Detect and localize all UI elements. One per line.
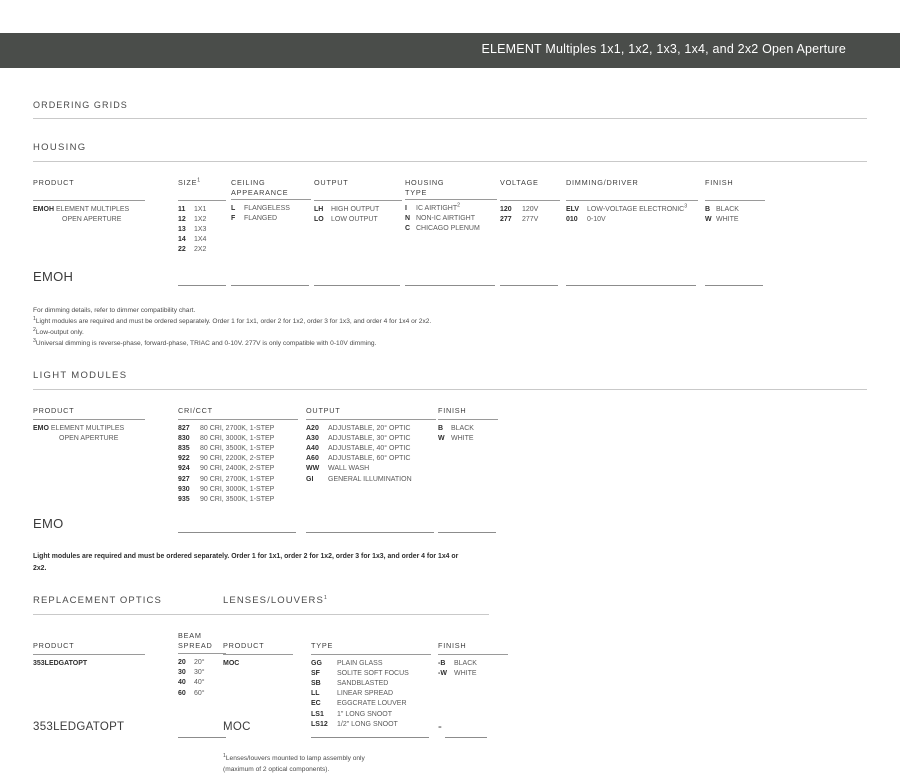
entry-blank-output[interactable] [314, 269, 400, 286]
footnote-mark: 2 [33, 326, 36, 333]
entry-blank-size[interactable] [178, 269, 226, 286]
option-row[interactable] [314, 205, 402, 215]
option-row[interactable] [438, 424, 498, 434]
housing-column-dimming-driver [566, 178, 698, 225]
option-desc: EGGCRATE LOUVER [337, 700, 407, 708]
column-divider [178, 419, 298, 420]
note-line [33, 327, 867, 338]
column-divider [33, 200, 145, 201]
column-divider [33, 419, 145, 420]
option-row[interactable] [306, 464, 436, 474]
option-row[interactable] [311, 669, 431, 679]
housing-heading: HOUSING [33, 142, 87, 153]
option-desc: NON-IC AIRTIGHT [416, 215, 475, 223]
column-header: VOLTAGE [500, 178, 539, 187]
housing-column-voltage [500, 178, 560, 225]
option-row [33, 434, 145, 444]
light-modules-grid [33, 406, 867, 502]
option-desc: WHITE [454, 669, 477, 677]
housing-column-ceiling-appearance [231, 178, 311, 224]
option-desc: IC AIRTIGHT [416, 205, 458, 212]
option-row[interactable] [311, 699, 431, 709]
option-desc: ELEMENT MULTIPLES [50, 424, 125, 432]
entry-blank-finish[interactable] [438, 516, 496, 533]
option-row[interactable] [405, 204, 497, 214]
note-text: Light modules are required and must be ordered separately. Order 1 for 1x1, order 2 for 1x2, order 3 for 1x3, and order 4 for 1x4 or 2x2. [35, 318, 432, 325]
lenses-louvers-grid [223, 631, 543, 728]
note-line [223, 753, 365, 764]
option-code: N [405, 215, 411, 223]
option-desc: WALL WASH [328, 465, 370, 473]
option-desc: OPEN APERTURE [62, 215, 122, 223]
entry-blank-ceiling[interactable] [231, 269, 309, 286]
column-header: CEILING APPEARANCE [231, 178, 289, 197]
ro-column-beam-spread [178, 631, 226, 699]
option-desc: FLANGELESS [244, 205, 290, 212]
option-desc: ADJUSTABLE, 30° OPTIC [328, 434, 411, 442]
column-divider [566, 200, 698, 201]
option-row[interactable] [223, 659, 293, 669]
option-row[interactable] [306, 454, 436, 464]
column-header: FINISH [705, 178, 734, 187]
divider [33, 389, 867, 390]
option-row[interactable] [311, 689, 431, 699]
option-row[interactable] [178, 235, 226, 245]
option-code: LL [311, 690, 320, 698]
option-desc: ADJUSTABLE, 20° OPTIC [328, 424, 411, 432]
option-desc: LINEAR SPREAD [337, 690, 394, 698]
option-code: WW [306, 465, 320, 473]
option-desc: 1X2 [194, 215, 207, 223]
column-header: OUTPUT [306, 406, 341, 415]
option-desc: ELEMENT MULTIPLES [55, 205, 130, 213]
option-desc: 80 CRI, 3000K, 1-STEP [200, 434, 275, 442]
housing-column-housing-type [405, 178, 497, 235]
column-divider [438, 419, 498, 420]
column-divider [705, 200, 765, 201]
option-code: 40 [178, 679, 186, 687]
option-code: -W [438, 669, 447, 677]
optics-lenses-section [33, 594, 867, 728]
option-row[interactable] [33, 659, 145, 669]
option-row[interactable] [500, 205, 560, 215]
option-row[interactable] [231, 214, 311, 224]
option-row[interactable] [311, 659, 431, 669]
column-header: BEAM SPREAD [178, 631, 213, 650]
option-code: 927 [178, 475, 190, 483]
option-row[interactable] [306, 434, 436, 444]
divider [33, 614, 223, 615]
option-row[interactable] [566, 205, 698, 215]
option-row[interactable] [178, 475, 298, 485]
divider [33, 118, 867, 119]
footnote-ref: 3 [684, 203, 688, 210]
option-code: I [405, 205, 407, 212]
option-code: F [231, 215, 236, 223]
entry-blank-voltage[interactable] [500, 269, 558, 286]
ro-column-product [33, 631, 145, 669]
lm-column-cri-cct [178, 406, 298, 505]
column-divider [231, 199, 311, 200]
column-header: TYPE [311, 641, 334, 650]
option-code: 60 [178, 689, 186, 697]
option-desc: 1/2" LONG SNOOT [337, 720, 398, 728]
option-row[interactable] [33, 205, 145, 215]
option-row[interactable] [178, 464, 298, 474]
option-code: -B [438, 659, 446, 667]
column-header: FINISH [438, 406, 467, 415]
option-row[interactable] [178, 495, 298, 505]
note-line: For dimming details, refer to dimmer compatibility chart. [33, 307, 196, 314]
column-divider [33, 654, 145, 655]
optics-entry-label: 353LEDGATOPT [33, 721, 125, 733]
option-desc: 80 CRI, 2700K, 1-STEP [200, 424, 275, 432]
option-row[interactable] [306, 444, 436, 454]
option-row[interactable] [178, 215, 226, 225]
option-code: LH [314, 205, 324, 213]
option-desc: 90 CRI, 3500K, 1-STEP [200, 495, 275, 503]
option-code: W [438, 434, 445, 442]
option-row[interactable] [178, 485, 298, 495]
ll-column-type [311, 631, 431, 730]
option-code: A30 [306, 434, 319, 442]
entry-blank-cri-cct[interactable] [178, 516, 296, 533]
option-desc: ADJUSTABLE, 40° OPTIC [328, 444, 411, 452]
option-desc: ADJUSTABLE, 60° OPTIC [328, 455, 411, 463]
column-header-text: SIZE [178, 178, 198, 187]
entry-blank-beam-spread[interactable] [178, 721, 226, 738]
option-code: B [438, 424, 444, 432]
option-code: 30 [178, 669, 186, 677]
column-divider [311, 654, 431, 655]
option-desc: CHICAGO PLENUM [416, 225, 480, 233]
option-desc: BLACK [454, 659, 477, 667]
document-body [33, 100, 867, 773]
option-desc: WHITE [716, 215, 739, 223]
option-code: 14 [178, 236, 186, 244]
column-header [178, 178, 226, 188]
housing-column-product [33, 178, 145, 225]
footnote-mark: 1 [223, 752, 226, 759]
option-code: A60 [306, 455, 319, 463]
option-code: SB [311, 679, 321, 687]
light-modules-entry-row [33, 516, 867, 542]
note-text: Lenses/louvers mounted to lamp assembly only [225, 755, 365, 762]
entry-blank-type[interactable] [311, 721, 429, 738]
option-desc: 60° [194, 689, 205, 697]
option-code: 20 [178, 659, 186, 666]
column-divider [405, 199, 497, 200]
option-row[interactable] [178, 205, 226, 215]
option-code: ELV [566, 205, 580, 213]
footnote-ref: 1 [323, 594, 328, 601]
option-row[interactable] [178, 424, 298, 434]
column-header: PRODUCT [33, 406, 75, 415]
option-row[interactable] [311, 710, 431, 720]
option-row[interactable] [231, 204, 311, 214]
option-row[interactable] [438, 434, 498, 444]
column-divider [178, 653, 226, 654]
option-code: GI [306, 475, 314, 483]
option-code: 010 [566, 215, 578, 223]
note-text: Low-output only. [35, 329, 84, 336]
lenses-louvers-block [223, 594, 543, 728]
option-row[interactable] [306, 424, 436, 434]
option-code: EC [311, 700, 321, 708]
option-desc: SOLITE SOFT FOCUS [337, 669, 409, 677]
option-row[interactable] [438, 669, 508, 679]
option-row[interactable] [705, 205, 765, 215]
lm-column-output [306, 406, 436, 485]
option-row[interactable] [178, 678, 226, 688]
option-code: A40 [306, 444, 319, 452]
column-header: PRODUCT [33, 641, 75, 650]
note-text: Universal dimming is reverse-phase, forward-phase, TRIAC and 0-10V. 277V is only compatible with 0-10V dimming. [35, 340, 377, 347]
option-code: LO [314, 215, 324, 223]
column-divider [306, 419, 436, 420]
lenses-louvers-title-text: LENSES/LOUVERS [223, 595, 324, 606]
option-row[interactable] [178, 658, 226, 668]
option-code: 11 [178, 205, 186, 213]
option-desc: WHITE [451, 434, 474, 442]
option-desc: 277V [522, 215, 539, 223]
ordering-grids-heading: ORDERING GRIDS [33, 100, 128, 110]
note-line: (maximum of 2 optical components). [223, 766, 330, 773]
entry-blank-finish[interactable] [445, 721, 487, 738]
column-header: PRODUCT [223, 641, 265, 650]
option-code: GG [311, 659, 322, 667]
option-code: 353LEDGATOPT [33, 659, 88, 667]
option-code: 830 [178, 434, 190, 442]
option-desc: LOW-VOLTAGE ELECTRONIC [587, 205, 685, 213]
column-divider [438, 654, 508, 655]
note-line [33, 316, 867, 327]
column-header: HOUSING TYPE [405, 178, 445, 197]
option-row[interactable] [178, 245, 226, 255]
option-desc: 40° [194, 679, 205, 687]
column-divider [178, 200, 226, 201]
option-row[interactable] [33, 424, 145, 434]
option-desc: 90 CRI, 2200K, 2-STEP [200, 455, 275, 463]
option-desc: GENERAL ILLUMINATION [328, 475, 412, 483]
option-desc: 30° [194, 669, 205, 677]
option-desc: 90 CRI, 2700K, 1-STEP [200, 475, 275, 483]
option-row[interactable] [178, 444, 298, 454]
option-row[interactable] [178, 454, 298, 464]
option-desc: 90 CRI, 3000K, 1-STEP [200, 485, 275, 493]
option-code: A20 [306, 424, 319, 432]
entry-blank-housing-type[interactable] [405, 269, 495, 286]
ll-column-finish [438, 631, 508, 679]
option-code: 835 [178, 444, 190, 452]
option-row[interactable] [405, 214, 497, 224]
column-divider [314, 200, 402, 201]
option-code: MOC [223, 659, 240, 667]
option-code: 12 [178, 215, 186, 223]
option-code: 922 [178, 455, 190, 463]
option-code: 277 [500, 215, 512, 223]
ll-column-product [223, 631, 293, 669]
option-code: W [705, 215, 712, 223]
option-row [33, 215, 145, 225]
option-row[interactable] [500, 215, 560, 225]
footnote-mark: 1 [33, 315, 36, 322]
option-code: LS12 [311, 720, 328, 728]
option-desc: 2X2 [194, 246, 207, 254]
note-line [33, 338, 867, 349]
option-row[interactable] [314, 215, 402, 225]
lenses-louvers-heading [223, 595, 543, 606]
option-row[interactable] [306, 475, 436, 485]
option-row[interactable] [178, 225, 226, 235]
housing-grid [33, 177, 867, 254]
page-title: ELEMENT Multiples 1x1, 1x2, 1x3, 1x4, and 2x2 Open Aperture [481, 42, 846, 56]
option-code: LS1 [311, 710, 324, 718]
housing-column-finish [705, 178, 765, 225]
column-header: FINISH [438, 641, 467, 650]
light-modules-heading: LIGHT MODULES [33, 370, 128, 381]
lm-entry-label: EMO [33, 516, 64, 531]
option-desc: 20° [194, 659, 205, 666]
option-code: EMOH [33, 205, 54, 213]
option-desc: 80 CRI, 3500K, 1-STEP [200, 444, 275, 452]
lm-column-finish [438, 406, 498, 444]
light-modules-note: Light modules are required and must be ordered separately. Order 1 for 1x1, order 2 for 1x2, order 3 for 1x3, and order 4 for 1x4 or 2x2. [33, 553, 459, 572]
option-code: 930 [178, 485, 190, 493]
option-row[interactable] [705, 215, 765, 225]
entry-blank-finish[interactable] [705, 269, 763, 286]
option-desc: OPEN APERTURE [59, 434, 119, 442]
option-desc: 1X3 [194, 225, 207, 233]
entry-blank-output[interactable] [306, 516, 434, 533]
option-code: SF [311, 669, 320, 677]
housing-column-output [314, 178, 402, 225]
housing-notes [33, 305, 867, 349]
housing-entry-label: EMOH [33, 269, 74, 284]
option-desc: 90 CRI, 2400K, 2-STEP [200, 465, 275, 473]
column-divider [223, 654, 293, 655]
footnote-ref: 2 [457, 202, 460, 209]
option-desc: 1X4 [194, 236, 207, 244]
option-row[interactable] [405, 224, 497, 234]
column-header: CRI/CCT [178, 406, 213, 415]
footnote-ref: 1 [197, 177, 201, 184]
divider [33, 161, 867, 162]
housing-column-size [178, 178, 226, 256]
option-desc: 120V [522, 205, 539, 213]
column-header: OUTPUT [314, 178, 349, 187]
option-desc: LOW OUTPUT [331, 215, 378, 223]
lenses-entry-label: MOC [223, 721, 251, 733]
column-divider [500, 200, 560, 201]
option-code: 120 [500, 205, 512, 213]
option-code: C [405, 225, 411, 233]
option-desc: FLANGED [244, 215, 278, 223]
option-desc: SANDBLASTED [337, 679, 389, 687]
replacement-optics-block [33, 595, 223, 711]
option-code: 22 [178, 246, 186, 254]
divider [223, 614, 489, 615]
option-code: 827 [178, 424, 190, 432]
option-code: L [231, 205, 236, 212]
option-row[interactable] [311, 679, 431, 689]
lm-column-product [33, 406, 145, 444]
lenses-entry-suffix: - [438, 721, 443, 733]
option-desc: 1" LONG SNOOT [337, 710, 392, 718]
column-header: DIMMING/DRIVER [566, 178, 639, 187]
option-code: 13 [178, 225, 186, 233]
option-code: EMO [33, 424, 49, 432]
replacement-optics-heading: REPLACEMENT OPTICS [33, 595, 162, 606]
option-desc: 1X1 [194, 205, 207, 213]
optics-entry-row [33, 721, 867, 747]
option-row[interactable] [566, 215, 698, 225]
option-row[interactable] [178, 434, 298, 444]
option-code: B [705, 205, 711, 213]
option-code: 924 [178, 465, 190, 473]
option-row[interactable] [438, 659, 508, 669]
option-desc: 0-10V [587, 215, 606, 223]
option-desc: PLAIN GLASS [337, 659, 383, 667]
replacement-optics-grid [33, 631, 223, 711]
option-row[interactable] [178, 689, 226, 699]
option-desc: HIGH OUTPUT [331, 205, 380, 213]
footnote-mark: 3 [33, 337, 36, 344]
option-desc: BLACK [451, 424, 474, 432]
option-desc: BLACK [716, 205, 739, 213]
option-row[interactable] [178, 668, 226, 678]
entry-blank-dimming[interactable] [566, 269, 696, 286]
column-header: PRODUCT [33, 178, 75, 187]
housing-entry-row [33, 269, 867, 295]
option-code: 935 [178, 495, 190, 503]
